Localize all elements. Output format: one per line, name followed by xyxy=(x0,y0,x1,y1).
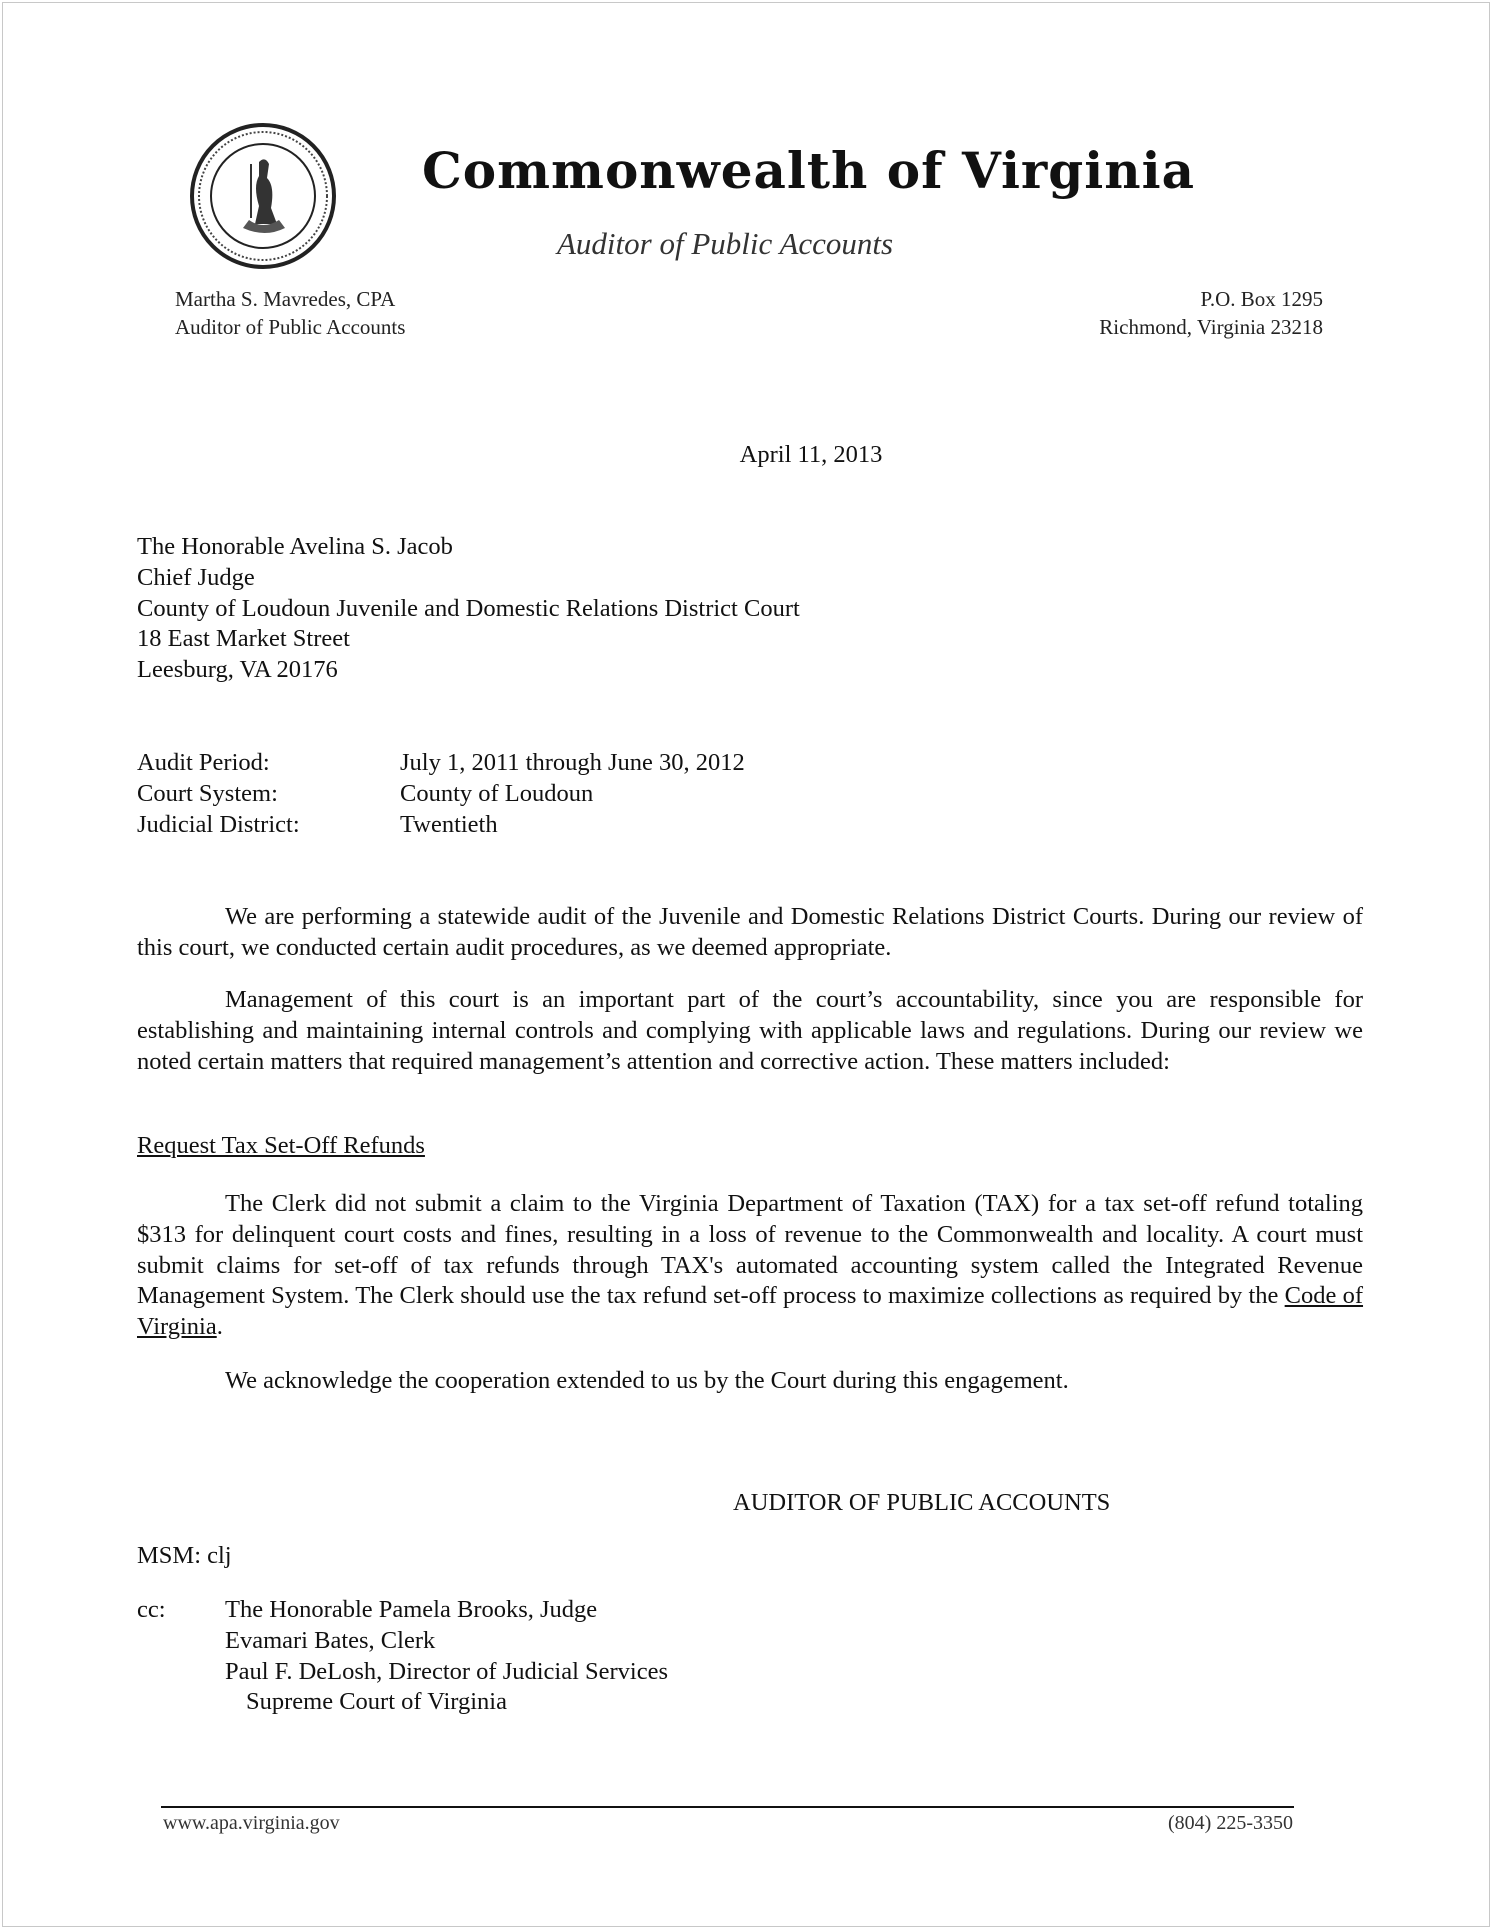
cc-label: cc: xyxy=(137,1596,166,1623)
paragraph-text: We acknowledge the cooperation extended to us by the Court during this engagement. xyxy=(225,1367,1069,1394)
auditor-title: Auditor of Public Accounts xyxy=(175,315,406,339)
paragraph-2 xyxy=(137,985,1363,1077)
paragraph-3 xyxy=(137,1189,1363,1343)
city-state: Richmond, Virginia 23218 xyxy=(1099,315,1323,339)
paragraph-text: Management of this court is an important part of the court’s accountability, since you are responsible for establishing and maintaining internal controls and complying with applicable laws and regulations. During our review we noted certain matters that required management’s attention and corrective action. These matters included: xyxy=(137,986,1363,1075)
code-of-virginia-reference: Code of Virginia xyxy=(137,1282,1364,1341)
meta-row xyxy=(137,810,745,841)
recipient-city: Leesburg, VA 20176 xyxy=(137,656,338,684)
cc-recipient: Supreme Court of Virginia xyxy=(246,1688,507,1716)
paragraph-3-end: . xyxy=(216,1313,223,1341)
letter-date: April 11, 2013 xyxy=(739,441,883,468)
cc-row xyxy=(137,1626,668,1657)
meta-row xyxy=(137,779,745,810)
auditor-name: Martha S. Mavredes, CPA xyxy=(175,287,396,311)
footer-website: www.apa.virginia.gov xyxy=(163,1812,340,1834)
paragraph-text xyxy=(137,1189,1363,1343)
paragraph-3-text: The Clerk did not submit a claim to the Virginia Department of Taxation (TAX) for a tax set-off refund totaling $313 for delinquent court costs and fines, resulting in a loss of revenue to the Commonwealth and locality. A court must submit claims for set-off of tax refunds through TAX's automated accounting system called the Integrated Revenue Management System. The Clerk should use the tax refund set-off process to maximize collections as required by the xyxy=(137,1190,1363,1310)
meta-label: Audit Period: xyxy=(137,749,270,776)
letterhead-auditor xyxy=(175,285,405,341)
recipient-name: The Honorable Avelina S. Jacob xyxy=(137,533,453,560)
cc-recipient: The Honorable Pamela Brooks, Judge xyxy=(225,1596,598,1623)
recipient-title: Chief Judge xyxy=(137,563,255,591)
cc-recipient: Paul F. DeLosh, Director of Judicial Services xyxy=(225,1657,669,1685)
meta-value: County of Loudoun xyxy=(400,779,594,807)
meta-value: Twentieth xyxy=(400,810,498,838)
recipient-address xyxy=(137,532,800,686)
po-box: P.O. Box 1295 xyxy=(1200,287,1323,311)
meta-label: Judicial District: xyxy=(137,810,300,838)
footer-phone: (804) 225-3350 xyxy=(1168,1812,1293,1834)
finding-heading xyxy=(137,1131,1363,1162)
recipient-court: County of Loudoun Juvenile and Domestic Relations District Court xyxy=(137,594,800,622)
cc-row xyxy=(137,1595,668,1626)
paragraph-1 xyxy=(137,902,1363,964)
cc-row xyxy=(137,1657,668,1688)
letterhead-address xyxy=(1099,285,1323,341)
initials: MSM: clj xyxy=(137,1542,232,1569)
meta-row xyxy=(137,748,745,779)
footer-divider xyxy=(161,1806,1294,1808)
letter-page xyxy=(2,2,1490,1927)
letterhead-title: Commonwealth of Virginia xyxy=(422,141,1195,200)
audit-meta xyxy=(137,748,745,840)
letterhead-subtitle: Auditor of Public Accounts xyxy=(557,226,894,261)
finding-heading-text: Request Tax Set-Off Refunds xyxy=(137,1132,425,1159)
signature-block: AUDITOR OF PUBLIC ACCOUNTS xyxy=(733,1489,1111,1516)
cc-row xyxy=(137,1687,668,1718)
cc-list xyxy=(137,1595,668,1718)
paragraph-text: We are performing a statewide audit of the Juvenile and Domestic Relations District Courts. During our review of this court, we conducted certain audit procedures, as we deemed appropriate. xyxy=(137,903,1363,961)
meta-label: Court System: xyxy=(137,779,278,807)
virginia-seal-logo xyxy=(189,122,337,270)
paragraph-4 xyxy=(137,1366,1363,1397)
recipient-street: 18 East Market Street xyxy=(137,625,350,653)
meta-value: July 1, 2011 through June 30, 2012 xyxy=(400,749,745,776)
cc-recipient: Evamari Bates, Clerk xyxy=(225,1626,436,1654)
